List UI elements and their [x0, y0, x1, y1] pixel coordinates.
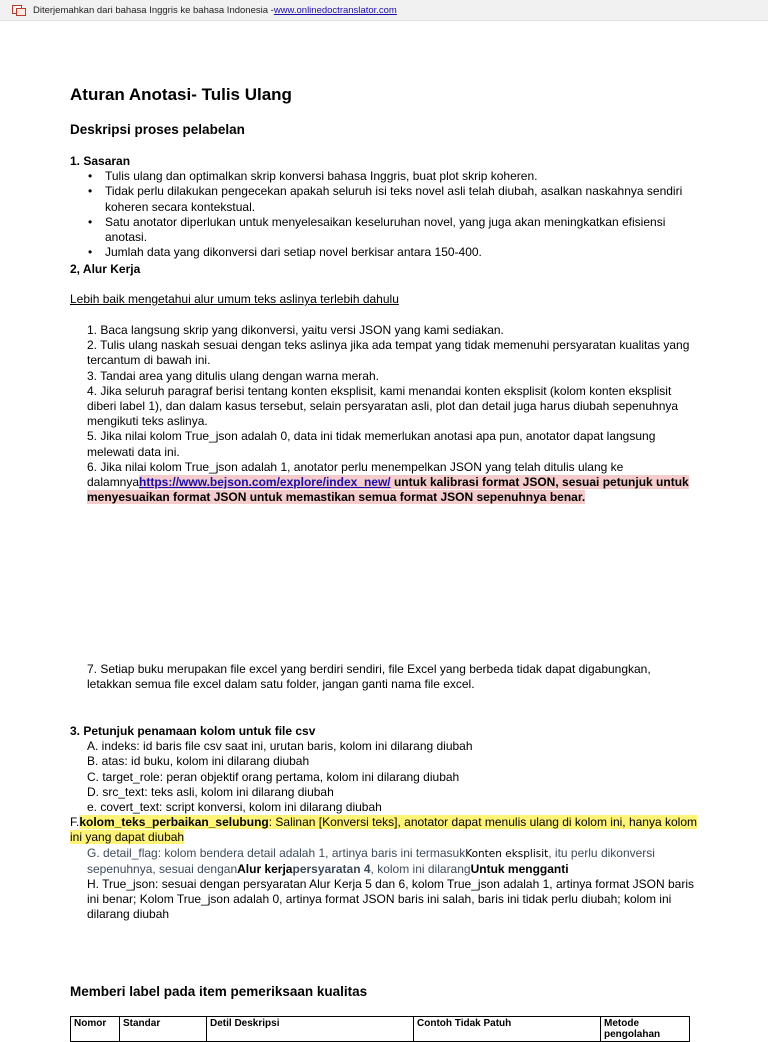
workflow-step: 1. Baca langsung skrip yang dikonversi, yaitu versi JSON yang kami sediakan.	[87, 323, 504, 337]
col-f-name: kolom_teks_perbaikan_selubung	[79, 815, 269, 830]
col-g-text: G. detail_flag: kolom bendera detail adalah 1, artinya baris ini termasuk	[87, 845, 466, 860]
col-g-text3: , kolom ini dilarang	[370, 861, 471, 876]
workflow-step: 5. Jika nilai kolom True_json adalah 0, data ini tidak memerlukan anotasi apa pun, anotator dapat langsung melewati data ini.	[87, 429, 656, 459]
column-item: H. True_json: sesuai dengan persyaratan Alur Kerja 5 dan 6, kolom True_json adalah 1, artinya format JSON baris ini benar; Kolom True_json adalah 0, artinya format JSON baris ini salah, baris ini tidak perlu diubah; kolom ini dilarang diubah	[87, 877, 694, 922]
col-g-text2: , itu perlu dikonversi sepenuhnya, sesuai dengan	[87, 845, 655, 876]
col-g-untuk: Untuk mengganti	[470, 861, 569, 876]
list-item: • Jumlah data yang dikonversi dari setiap novel berkisar antara 150-400.	[105, 245, 698, 260]
col-g-konten: Konten eksplisit	[465, 847, 549, 860]
list-item: • Tidak perlu dilakukan pengecekan apakah seluruh isi teks novel asli telah diubah, asalkan naskahnya sendiri koheren secara kontekstual.	[105, 184, 698, 214]
column-item: A. indeks: id baris file csv saat ini, urutan baris, kolom ini dilarang diubah	[87, 739, 473, 754]
column-item: D. src_text: teks asli, kolom ini dilarang diubah	[87, 784, 334, 799]
workflow-note-wrap	[70, 292, 698, 307]
bejson-link[interactable]: https://www.bejson.com/explore/index_new/	[139, 475, 391, 490]
qc-table	[70, 1016, 690, 1042]
banner-link[interactable]: www.onlinedoctranslator.com	[273, 4, 397, 16]
section-goals-title: 1. Sasaran	[70, 154, 131, 168]
section-columns-title: 3. Petunjuk penamaan kolom untuk file csv	[70, 724, 316, 738]
translator-banner	[0, 0, 768, 21]
translate-icon	[12, 5, 25, 15]
list-item: • Tulis ulang dan optimalkan skrip konversi bahasa Inggris, buat plot skrip koheren.	[105, 169, 698, 184]
goals-list	[70, 169, 698, 260]
column-item: C. target_role: peran objektif orang pertama, kolom ini dilarang diubah	[87, 769, 460, 784]
workflow-step: 3. Tandai area yang ditulis ulang dengan warna merah.	[87, 368, 379, 383]
column-item: B. atas: id buku, kolom ini dilarang diubah	[87, 754, 310, 769]
workflow-note: Lebih baik mengetahui alur umum teks aslinya terlebih dahulu	[70, 292, 399, 306]
col-g-req: persyaratan 4	[292, 861, 371, 876]
workflow-step-7: 7. Setiap buku merupakan file excel yang berdiri sendiri, file Excel yang berbeda tidak dapat digabungkan, letakkan semua file excel dalam satu folder, jangan ganti nama file excel.	[87, 662, 651, 692]
step6-text: 6. Jika nilai kolom True_json adalah 1, anotator perlu menempelkan JSON yang telah ditulis ulang ke dalamnya	[87, 459, 624, 490]
column-header: Nomor	[71, 1017, 120, 1042]
column-item-g	[87, 846, 698, 877]
section-workflow-title: 2, Alur Kerja	[70, 262, 141, 276]
table-header-row	[71, 1017, 690, 1042]
column-item-f	[70, 815, 698, 845]
column-header: Contoh Tidak Patuh	[414, 1017, 601, 1042]
column-header: Metode pengolahan	[601, 1017, 690, 1042]
page-title: Aturan Anotasi- Tulis Ulang	[70, 85, 292, 104]
col-f-prefix: F.	[70, 815, 80, 830]
column-item: e. covert_text: script konversi, kolom ini dilarang diubah	[87, 800, 382, 815]
col-g-alur: Alur kerja	[237, 861, 293, 876]
workflow-step-6	[87, 460, 698, 506]
workflow-step: 4. Jika seluruh paragraf berisi tentang konten eksplisit, kami menandai konten eksplisit (kolom konten eksplisit diberi label 1), dan dalam kasus tersebut, selain persyaratan asli, plot dan detail juga harus diubah sepenuhnya mengikuti teks aslinya.	[87, 383, 679, 429]
section-goals	[70, 154, 698, 260]
step6-highlight: untuk kalibrasi format JSON, sesuai petunjuk untuk menyesuaikan format JSON untuk memastikan semua format JSON sepenuhnya benar.	[87, 475, 689, 505]
page-subtitle: Deskripsi proses pelabelan	[70, 122, 245, 137]
section-columns	[70, 724, 698, 923]
col-f-desc: : Salinan [Konversi teks], anotator dapat menulis ulang di kolom ini, hanya kolom ini yang dapat diubah	[70, 815, 697, 845]
column-header: Standar	[120, 1017, 207, 1042]
list-item: • Satu anotator diperlukan untuk menyelesaikan keseluruhan novel, yang juga akan meningkatkan efisiensi anotasi.	[105, 215, 698, 245]
column-list	[70, 739, 698, 922]
banner-text: Diterjemahkan dari bahasa Inggris ke bahasa Indonesia -	[33, 4, 274, 16]
qc-title: Memberi label pada item pemeriksaan kualitas	[70, 984, 368, 999]
workflow-step: 2. Tulis ulang naskah sesuai dengan teks aslinya jika ada tempat yang tidak memenuhi persyaratan kualitas yang tercantum di bawah ini.	[87, 338, 690, 368]
workflow-steps	[70, 323, 698, 505]
column-header: Detil Deskripsi	[207, 1017, 414, 1042]
